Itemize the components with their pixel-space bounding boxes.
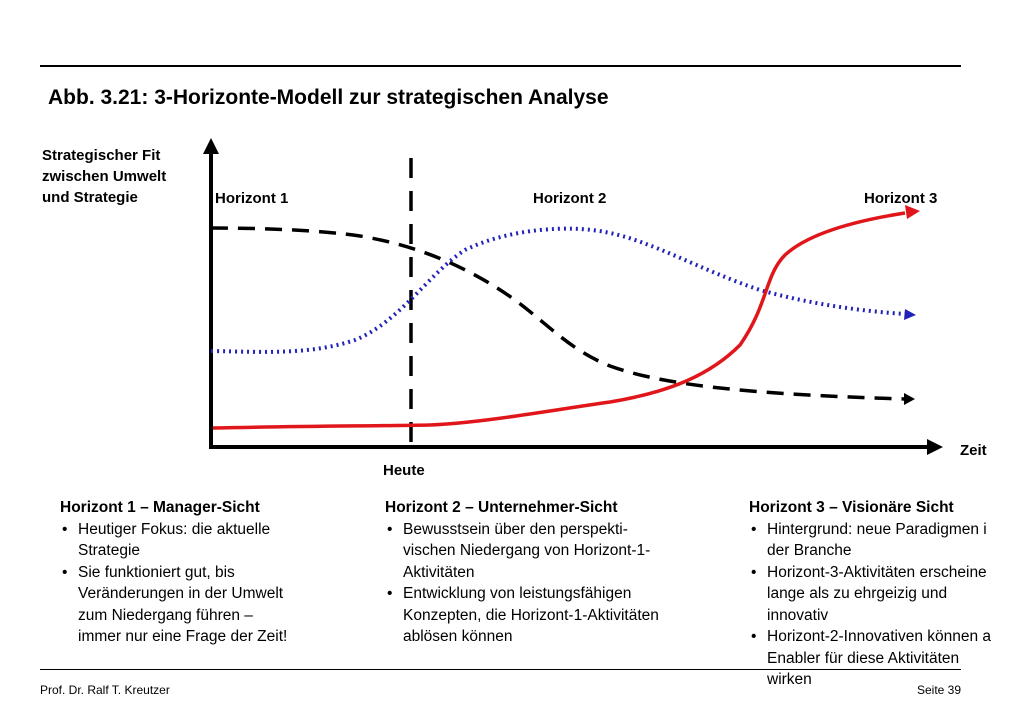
bullet-line: • Horizont-3-Aktivitäten erscheine: [767, 563, 987, 581]
bullet-line: Konzepten, die Horizont-1-Aktivitäten: [403, 606, 659, 624]
bullet-line: wirken: [767, 671, 812, 688]
footer-page-number: Seite 39: [917, 683, 962, 697]
bullet-line: der Branche: [767, 542, 852, 559]
bottom-rule: [40, 669, 961, 670]
bullet-line: vischen Niedergang von Horizont-1-: [403, 542, 651, 559]
bullet-line: immer nur eine Frage der Zeit!: [78, 628, 288, 645]
bullet-line: • Horizont-2-Innovativen können a: [767, 628, 992, 645]
bullet-line: • Entwicklung von leistungsfähigen: [403, 585, 632, 602]
bullet-item: [749, 562, 1024, 627]
today-label: Heute: [383, 462, 425, 479]
bullet-line: Veränderungen in der Umwelt: [78, 585, 284, 602]
horizont1-curve: [211, 228, 905, 399]
horizont1-arrowhead: [904, 393, 915, 405]
column-horizont3: [749, 497, 1024, 697]
y-axis-arrowhead: [203, 138, 219, 154]
bullet-item: [385, 519, 725, 584]
bullet-line: • Sie funktioniert gut, bis: [78, 563, 235, 581]
horizont3-arrowhead: [905, 205, 920, 219]
bullet-line: Aktivitäten: [403, 563, 475, 581]
bullet-list: [60, 519, 360, 648]
footer-author: Prof. Dr. Ralf T. Kreutzer: [40, 683, 170, 697]
bullet-item: [749, 519, 1024, 562]
bullet-line: Strategie: [78, 542, 141, 559]
bullet-item: [749, 626, 1024, 691]
bullet-list: [749, 519, 1024, 691]
bullet-line: Enabler für diese Aktivitäten: [767, 649, 960, 667]
y-axis-label-line: Strategischer Fit: [42, 147, 161, 164]
horizont3-label: Horizont 3: [864, 190, 938, 207]
bullet-list: [385, 519, 725, 648]
bullet-line: • Bewusstsein über den perspekti-: [403, 520, 628, 538]
horizont1-label: Horizont 1: [215, 190, 289, 207]
column-horizont1: [60, 497, 360, 648]
horizont2-label: Horizont 2: [533, 190, 607, 207]
bullet-item: [385, 583, 725, 648]
x-axis-arrowhead: [927, 439, 943, 455]
bullet-line: zum Niedergang führen –: [78, 606, 253, 624]
bullet-line: ablösen können: [403, 628, 513, 645]
horizont2-curve: [211, 229, 905, 352]
bullet-line: • Heutiger Fokus: die aktuelle: [78, 520, 271, 538]
bullet-line: innovativ: [767, 606, 829, 624]
y-axis-label-line: zwischen Umwelt: [42, 168, 167, 185]
column-heading: Horizont 1 – Manager-Sicht: [60, 499, 260, 516]
x-axis-label: Zeit: [960, 442, 987, 459]
column-horizont2: [385, 497, 725, 648]
bullet-item: [60, 519, 360, 562]
horizont2-arrowhead: [904, 309, 916, 320]
bullet-item: [60, 562, 360, 648]
y-axis-label-line: und Strategie: [42, 189, 138, 206]
bullet-line: • Hintergrund: neue Paradigmen i: [767, 520, 987, 538]
column-heading: Horizont 2 – Unternehmer-Sicht: [385, 499, 618, 516]
column-heading: Horizont 3 – Visionäre Sicht: [749, 499, 954, 516]
bullet-line: lange als zu ehrgeizig und: [767, 585, 948, 602]
page-title: Abb. 3.21: 3-Horizonte-Modell zur strategischen Analyse: [48, 86, 609, 109]
